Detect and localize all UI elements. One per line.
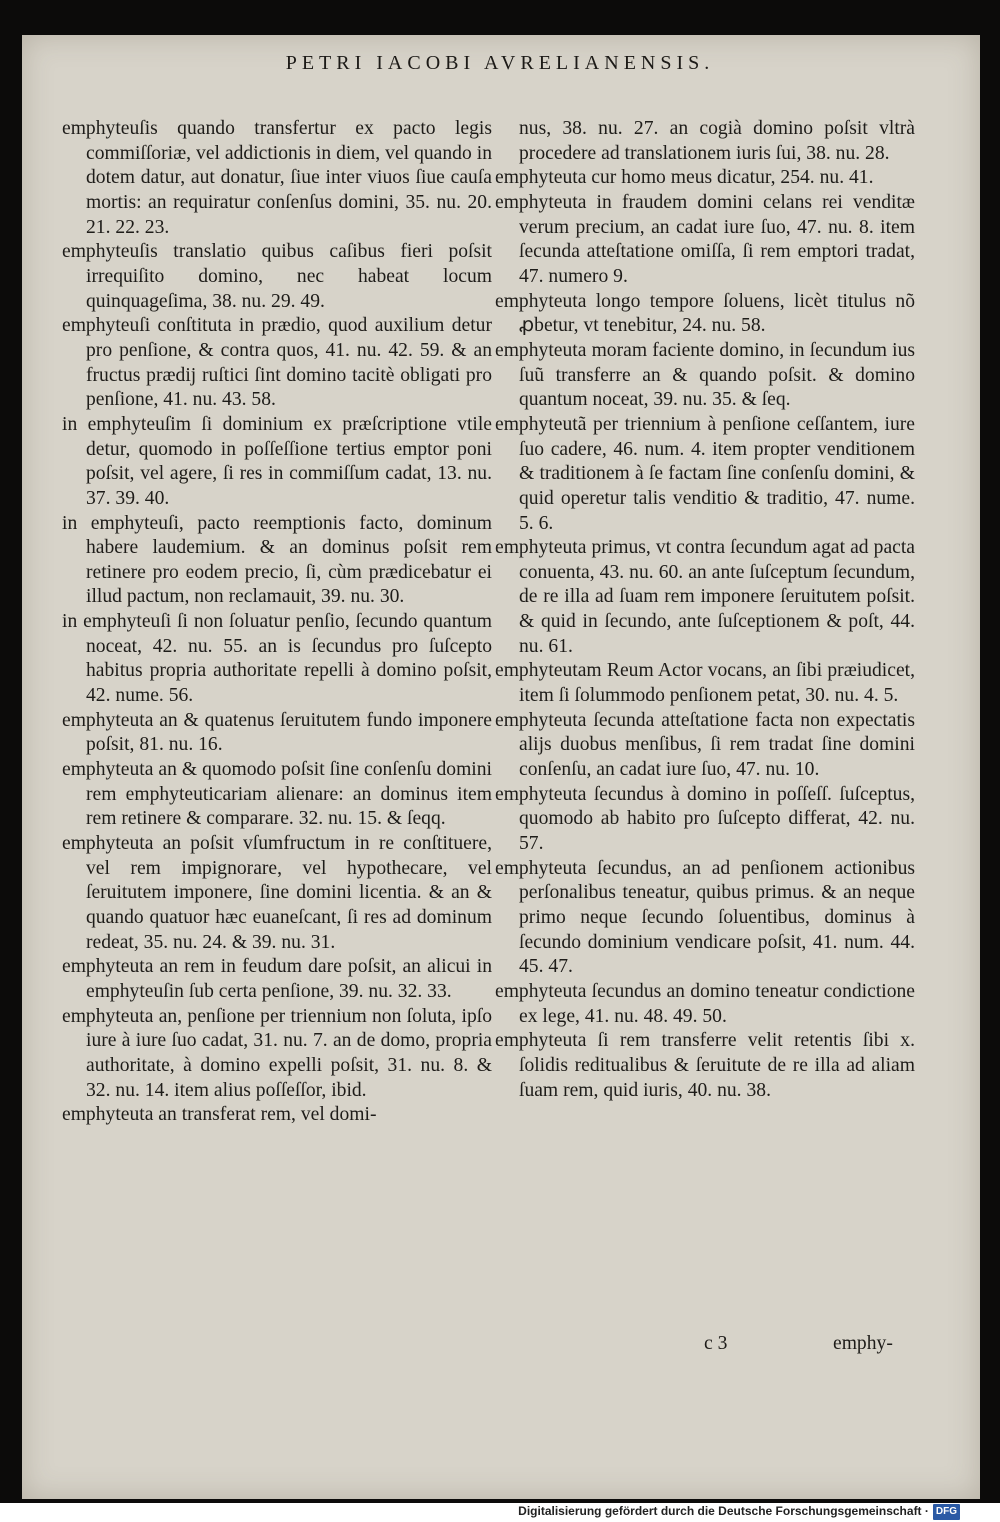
index-column-right [495,117,915,1103]
catchword: emphy- [833,1333,893,1354]
index-entry: in emphyteuſi, pacto reemptionis facto, dominum habere laudemium. & an dominus poſsit rem retinere pro eodem precio, ſi, cùm prædicebatur ei illud pactum, non reclamauit, 39. nu. 30. [62,512,492,608]
continuation-text: nus, 38. nu. 27. an cogià domino poſsit vltrà procedere ad translationem iuris ſui, 38. nu. 28. [519,118,915,164]
index-entry: emphyteuta primus, vt contra ſecundum agat ad pacta conuenta, 43. nu. 60. an ante ſuſceptum ſecundum, de re illa ad ſuam rem imponere ſeruitutem poſsit. & quid in ſecundo, ante ſuſceptionem & poſt, 44. nu. 61. [495,537,915,657]
index-entry: emphyteuta in fraudem domini celans rei venditæ verum precium, an cadat iure ſuo, 47. nu. 8. item ſecunda atteſtatione omiſſa, ſi rem emptori tradat, 47. numero 9. [495,191,915,287]
page-footer-line [0,1333,1000,1359]
signature-mark: c 3 [704,1333,728,1354]
index-entry: emphyteuta cur homo meus dicatur, 254. nu. 41. [495,167,874,189]
index-entry: emphyteuſis translatio quibus caſibus fieri poſsit irrequiſito domino, nec habeat locum quinquageſima, 38. nu. 29. 49. [62,241,492,312]
index-entry: emphyteutã per triennium à penſione ceſſantem, iure ſuo cadere, 46. num. 4. item propter venditionem & traditionem à ſe factam ſine conſenſu domini, & quid operetur talis venditio & traditio, 47. nume. 5. 6. [495,413,915,534]
digitization-credit [518,1502,960,1521]
index-entry: emphyteuſi conſtituta in prædio, quod auxilium detur pro penſione, & contra quos, 41. nu. 42. 59. & an fructus prædij ruſtici ſint domino tacitè obligati pro penſione, 41. nu. 43. 58. [62,315,492,411]
index-entry: emphyteuta ſi rem transferre velit retentis ſibi x. ſolidis reditualibus & ſeruitute de re illa ad aliam ſuam rem, quid iuris, 40. nu. 38. [495,1030,915,1101]
index-entry: emphyteuta ſecunda atteſtatione facta non expectatis alijs duobus menſibus, ſi rem tradat ſine domini conſenſu, an cadat iure ſuo, 47. nu. 10. [495,709,915,781]
running-head: PETRI IACOBI AVRELIANENSIS. [285,52,715,74]
index-entry: emphyteuta longo tempore ſoluens, licèt titulus nõ ꝓbetur, vt tenebitur, 24. nu. 58. [495,290,915,337]
index-entry: emphyteuta ſecundus à domino in poſſeſſ. ſuſceptus, quomodo ab habito pro ſuſcepto differat, 42. nu. 57. [495,783,915,855]
index-entry: emphyteutam Reum Actor vocans, an ſibi præiudicet, item ſi ſolummodo penſionem petat, 30. nu. 4. 5. [495,660,915,707]
index-entry: in emphyteuſim ſi dominium ex præſcriptione vtile detur, quomodo in poſſeſſione tertius emptor poni poſsit, vel agere, ſi res in commiſſum cadat, 13. nu. 37. 39. 40. [62,413,492,509]
index-entry: emphyteuſis quando transfertur ex pacto legis commiſſoriæ, vel addictionis in diem, vel quando in dotem datur, aut donatur, ſiue inter viuos ſiue cauſa mortis: an requiratur conſenſus domini, 35. nu. 20. 21. 22. 23. [62,118,492,238]
index-entry: emphyteuta an transferat rem, vel domi- [62,1104,377,1126]
credit-text: Digitalisierung gefördert durch die Deutsche Forschungsgemeinschaft · [518,1504,929,1518]
index-entry: in emphyteuſi ſi non ſoluatur penſio, ſecundo quantum noceat, 42. nu. 55. an is ſecundus pro ſuſcepto habitus propria authoritate repelli à domino poſsit, 42. nume. 56. [62,611,492,707]
index-entry: emphyteuta ſecundus an domino teneatur condictione ex lege, 41. nu. 48. 49. 50. [495,980,915,1027]
index-entry: emphyteuta an poſsit vſumfructum in re conſtituere, vel rem impignorare, vel hypothecare, vel ſeruitutem imponere, ſine domini licentia. & an & quando quatuor hæc euaneſcant, ſi res ad dominum redeat, 35. nu. 24. & 39. nu. 31. [62,833,492,953]
index-entry: emphyteuta an, penſione per triennium non ſoluta, ipſo iure à iure ſuo cadat, 31. nu. 7. an de domo, propria authoritate, à domino expelli poſsit, 31. nu. 8. & 32. nu. 14. item alius poſſeſſor, ibid. [62,1005,492,1101]
index-column-left [62,117,492,1128]
index-entry: emphyteuta an & quomodo poſsit ſine conſenſu domini rem emphyteuticariam alienare: an dominus item rem retinere & comparare. 32. nu. 15. & ſeqq. [62,759,492,830]
index-entry: emphyteuta an & quatenus ſeruitutem fundo imponere poſsit, 81. nu. 16. [62,709,492,756]
index-entry: emphyteuta ſecundus, an ad penſionem actionibus perſonalibus teneatur, quibus primus. & an neque primo neque ſecundo ſoluentibus, dominus à ſecundo dominium vendicare poſsit, 41. num. 44. 45. 47. [495,857,915,978]
index-entry: emphyteuta moram faciente domino, in ſecundum ius ſuũ transferre an & quando poſsit. & domino quantum noceat, 39. nu. 35. & ſeq. [495,339,915,411]
dfg-logo: DFG [933,1504,960,1520]
index-entry: emphyteuta an rem in feudum dare poſsit, an alicui in emphyteuſin ſub certa penſione, 39. nu. 32. 33. [62,956,492,1002]
